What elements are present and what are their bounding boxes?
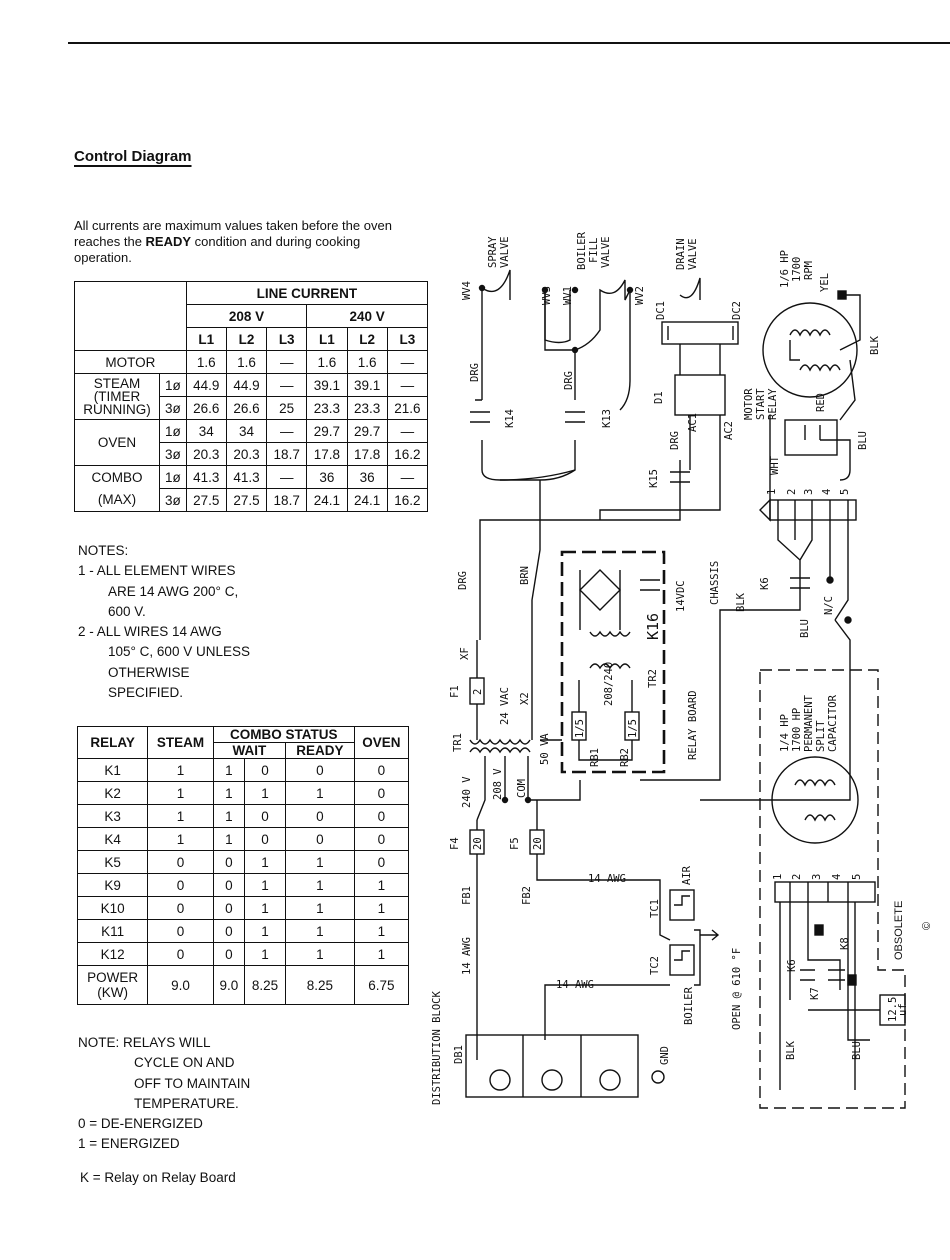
label-awg-2: 14 AWG — [461, 937, 473, 975]
distribution-block — [466, 1035, 664, 1097]
label-208v: 208 V — [492, 768, 504, 800]
label-k6: K6 — [759, 577, 771, 590]
table-cell: 18.7 — [267, 489, 307, 512]
label-m2-2: 1700 HP — [791, 707, 803, 752]
relay-name-cell: K11 — [78, 920, 148, 943]
power-label-2: (KW) — [97, 985, 128, 1000]
table-cell: 1 — [286, 874, 355, 897]
table-cell: 0 — [286, 828, 355, 851]
label-fb1: FB1 — [461, 886, 473, 905]
label-air: AIR — [681, 866, 693, 885]
label-spray: SPRAY — [487, 236, 499, 268]
label-orig-1: DRG — [469, 363, 481, 382]
table-cell: 16.2 — [387, 443, 427, 466]
label-t2: 2 — [786, 488, 798, 495]
table-cell: 21.6 — [387, 397, 427, 420]
table-cell: 1 — [244, 874, 285, 897]
table-cell: 34 — [226, 420, 266, 443]
label-orig-3: DRG — [669, 431, 681, 450]
relay-name-cell: K9 — [78, 874, 148, 897]
header-combo-status: COMBO STATUS — [213, 727, 354, 743]
label-t4: 4 — [821, 488, 833, 495]
label-s1: 1 — [772, 873, 784, 880]
table-cell: 1 — [354, 874, 408, 897]
label-orig-4: DRG — [457, 571, 469, 590]
intro-bold: READY — [145, 234, 192, 249]
note-line: 2 - ALL WIRES 14 AWG — [78, 624, 222, 640]
table-cell: 0 — [213, 920, 244, 943]
table-cell: 1 — [213, 805, 244, 828]
label-gnd: GND — [659, 1046, 671, 1065]
label-boiler: BOILER — [576, 232, 588, 270]
label-motor-rpm: RPM — [803, 261, 815, 280]
table-cell: 1.6 — [307, 351, 347, 374]
phase-cell: 3ø — [160, 397, 187, 420]
table-cell: 26.6 — [186, 397, 226, 420]
table-cell: 27.5 — [186, 489, 226, 512]
label-open-610: OPEN @ 610 °F — [731, 947, 743, 1030]
label-msr-2: START — [755, 388, 767, 420]
table-cell: 36 — [307, 466, 347, 489]
steam-label-2: (TIMER — [93, 389, 141, 404]
table-cell: 8.25 — [244, 966, 285, 1005]
table-cell: 1 — [286, 782, 355, 805]
table-cell: 0 — [213, 874, 244, 897]
label-tr2: TR2 — [647, 669, 659, 688]
note-line: 0 = DE-ENERGIZED — [78, 1116, 203, 1132]
label-awg-1: 14 AWG — [588, 873, 626, 885]
table-cell: 1 — [244, 897, 285, 920]
label-s2: 2 — [791, 873, 803, 880]
line-current-header: LINE CURRENT — [186, 282, 427, 305]
phase-header: L1 — [186, 328, 226, 351]
header-relay: RELAY — [78, 727, 148, 759]
table-cell: 0 — [354, 851, 408, 874]
table-cell: 1 — [244, 782, 285, 805]
notes-heading: NOTES: — [78, 543, 129, 558]
table-cell: 24.1 — [347, 489, 387, 512]
label-obsolete: OBSOLETE — [893, 900, 905, 960]
header-steam: STEAM — [148, 727, 214, 759]
label-brn: BRN — [519, 566, 531, 585]
label-rb2: RB2 — [619, 748, 631, 767]
label-k6-b: K6 — [786, 959, 798, 972]
label-wv1: WV1 — [562, 286, 574, 305]
label-wv3: WV3 — [541, 286, 553, 305]
header-ready: READY — [286, 743, 355, 759]
note-line: 105° C, 600 V UNLESS — [108, 644, 250, 660]
table-cell: 25 — [267, 397, 307, 420]
label-cap-uf: uf — [897, 1003, 909, 1016]
label-distribution-block: DISTRIBUTION BLOCK — [431, 991, 443, 1105]
table-cell: 1 — [244, 851, 285, 874]
label-s4: 4 — [831, 873, 843, 880]
label-k8: K8 — [839, 937, 851, 950]
label-relay-board: RELAY BOARD — [687, 690, 699, 760]
table-cell: 1 — [213, 782, 244, 805]
phase-cell: 3ø — [160, 489, 187, 512]
label-k7: K7 — [809, 987, 821, 1000]
note-line: CYCLE ON AND — [134, 1055, 235, 1071]
label-24vac: 24 VAC — [499, 687, 511, 725]
table-cell: 17.8 — [347, 443, 387, 466]
table-cell: 0 — [148, 897, 214, 920]
relay-name-cell: K5 — [78, 851, 148, 874]
label-wv2: WV2 — [634, 286, 646, 305]
label-m2-5: CAPACITOR — [827, 695, 839, 752]
table-cell: — — [267, 374, 307, 397]
label-cap-12-5: 12.5 — [887, 996, 899, 1022]
phase-cell: 1ø — [160, 374, 187, 397]
diagram-labels — [431, 231, 933, 1105]
table-cell: — — [387, 420, 427, 443]
phase-cell: 1ø — [160, 420, 187, 443]
relay-name-cell: K12 — [78, 943, 148, 966]
label-ac2: AC2 — [723, 421, 735, 440]
note-line: 1 - ALL ELEMENT WIRES — [78, 563, 236, 579]
table-cell: 1 — [148, 828, 214, 851]
table-cell: 1 — [213, 828, 244, 851]
label-boiler-tc: BOILER — [683, 987, 695, 1025]
table-cell: 1 — [354, 897, 408, 920]
table-cell: 0 — [213, 897, 244, 920]
label-copyright: © — [921, 921, 933, 930]
relay-name-cell: K4 — [78, 828, 148, 851]
row-label-oven: OVEN — [75, 420, 160, 466]
table-cell: 36 — [347, 466, 387, 489]
label-50va: 50 VA — [539, 733, 551, 765]
table-cell: 29.7 — [307, 420, 347, 443]
label-nc: N/C — [823, 596, 835, 615]
intro-part-a: All currents are maximum values taken before the oven reaches the — [74, 218, 392, 249]
table-cell: 23.3 — [307, 397, 347, 420]
table-cell: 18.7 — [267, 443, 307, 466]
table-cell: 1 — [286, 851, 355, 874]
phase-header: L2 — [347, 328, 387, 351]
label-f4: F4 — [449, 837, 461, 850]
note-line: OTHERWISE — [108, 664, 190, 680]
label-240v: 240 V — [461, 776, 473, 808]
table-cell: 1.6 — [186, 351, 226, 374]
table-cell: 1 — [148, 805, 214, 828]
label-m2-4: SPLIT — [815, 720, 827, 752]
table-cell: 0 — [286, 805, 355, 828]
table-cell: — — [267, 420, 307, 443]
table-cell: 1 — [244, 943, 285, 966]
table-cell: 34 — [186, 420, 226, 443]
table-cell: — — [387, 374, 427, 397]
note-line: OFF TO MAINTAIN — [134, 1075, 251, 1091]
table-cell: 0 — [213, 851, 244, 874]
header-wait: WAIT — [213, 743, 285, 759]
table-cell: 0 — [244, 805, 285, 828]
phase-header: L1 — [307, 328, 347, 351]
label-db1: DB1 — [453, 1045, 465, 1064]
relay-name-cell: K2 — [78, 782, 148, 805]
label-motor-1700: 1700 — [791, 256, 803, 282]
label-chassis: CHASSIS — [709, 560, 721, 605]
table-cell: 0 — [148, 851, 214, 874]
table-cell: 44.9 — [186, 374, 226, 397]
label-m2-3: PERMANENT — [803, 695, 815, 752]
phase-header: L3 — [267, 328, 307, 351]
table-cell: — — [267, 466, 307, 489]
table-cell: 24.1 — [307, 489, 347, 512]
table-cell: 27.5 — [226, 489, 266, 512]
label-tc1: TC1 — [649, 899, 661, 918]
label-orig-2: DRG — [563, 371, 575, 390]
table-cell: 23.3 — [347, 397, 387, 420]
label-r15-b: 1/5 — [627, 719, 639, 738]
relay-name-cell: K1 — [78, 759, 148, 782]
table-cell: 0 — [354, 782, 408, 805]
label-msr-3: RELAY — [767, 388, 779, 420]
table-cell: 20.3 — [226, 443, 266, 466]
label-14vdc: 14VDC — [675, 580, 687, 612]
phase-cell: 3ø — [160, 443, 187, 466]
table-cell: 1 — [286, 897, 355, 920]
note-line: NOTE: RELAYS WILL — [78, 1035, 211, 1050]
label-com: COM — [516, 779, 528, 798]
table-cell: 1 — [354, 943, 408, 966]
label-k16: K16 — [644, 612, 662, 640]
table-cell: 39.1 — [347, 374, 387, 397]
table-cell: 41.3 — [226, 466, 266, 489]
label-d1: D1 — [653, 391, 665, 404]
label-m2-1: 1/4 HP — [779, 714, 791, 752]
table-cell: 0 — [286, 759, 355, 782]
label-wv4: WV4 — [461, 281, 473, 300]
label-f5-value: 20 — [532, 837, 544, 850]
table-cell: 1 — [148, 782, 214, 805]
table-cell: 1 — [286, 920, 355, 943]
label-blu: BLU — [857, 431, 869, 450]
table-cell: 1 — [213, 759, 244, 782]
table-cell: 0 — [148, 943, 214, 966]
label-drain-valve: VALVE — [687, 238, 699, 270]
label-r15-a: 1/5 — [574, 719, 586, 738]
table-cell: 9.0 — [148, 966, 214, 1005]
table-cell: 17.8 — [307, 443, 347, 466]
table-cell: 1 — [286, 943, 355, 966]
label-fill: FILL — [588, 237, 600, 263]
table-cell: 1 — [354, 920, 408, 943]
table-cell: 0 — [148, 920, 214, 943]
table-cell: 20.3 — [186, 443, 226, 466]
relay-name-cell: K3 — [78, 805, 148, 828]
label-208-240: 208/240 — [603, 661, 615, 706]
label-msr-1: MOTOR — [743, 388, 755, 420]
label-rb1: RB1 — [589, 748, 601, 767]
row-label-combo: COMBO — [75, 466, 160, 489]
table-cell: 1 — [244, 920, 285, 943]
label-t5: 5 — [839, 488, 851, 495]
table-cell: — — [387, 466, 427, 489]
label-f1: F1 — [449, 685, 461, 698]
table-cell: 39.1 — [307, 374, 347, 397]
table-cell: 9.0 — [213, 966, 244, 1005]
table-cell: 0 — [244, 759, 285, 782]
steam-label-3: RUNNING) — [83, 402, 151, 417]
label-blk-3: BLK — [785, 1041, 797, 1060]
relay-legend: K = Relay on Relay Board — [80, 1170, 236, 1185]
table-cell: 26.6 — [226, 397, 266, 420]
label-ac1: AC1 — [687, 413, 699, 432]
label-f1-value: 2 — [472, 688, 484, 695]
note-line: SPECIFIED. — [108, 685, 184, 701]
label-blk-2: BLK — [735, 593, 747, 612]
label-k14: K14 — [504, 409, 516, 428]
terminal-strip-top — [640, 500, 856, 800]
label-dc1: DC1 — [655, 301, 667, 320]
table-cell: 0 — [213, 943, 244, 966]
header-240: 240 V — [307, 305, 428, 328]
label-f5: F5 — [509, 837, 521, 850]
table-cell: 41.3 — [186, 466, 226, 489]
label-xf: XF — [459, 647, 471, 660]
table-cell: 1 — [148, 759, 214, 782]
label-blu-3: BLU — [851, 1041, 863, 1060]
table-cell: 1.6 — [226, 351, 266, 374]
label-f4-value: 20 — [472, 837, 484, 850]
label-red: RED — [815, 393, 827, 412]
row-label-combo-max: (MAX) — [75, 489, 160, 512]
phase-cell: 1ø — [160, 466, 187, 489]
relay-name-cell: K10 — [78, 897, 148, 920]
steam-label-1: STEAM — [93, 376, 141, 391]
label-k15: K15 — [648, 469, 660, 488]
table-cell: 16.2 — [387, 489, 427, 512]
table-cell: — — [267, 351, 307, 374]
page-title: Control Diagram — [74, 148, 192, 165]
label-boiler-valve: VALVE — [600, 236, 612, 268]
label-motor-hp: 1/6 HP — [779, 250, 791, 288]
table-cell: 0 — [354, 805, 408, 828]
table-cell: 44.9 — [226, 374, 266, 397]
table-cell: 8.25 — [286, 966, 355, 1005]
table-cell: 6.75 — [354, 966, 408, 1005]
note-line: TEMPERATURE. — [134, 1095, 239, 1111]
label-k13: K13 — [601, 409, 613, 428]
label-s3: 3 — [811, 873, 823, 880]
label-dc2: DC2 — [731, 301, 743, 320]
table-cell: 0 — [244, 828, 285, 851]
phase-header: L3 — [387, 328, 427, 351]
intro-part-b: condition and during cooking operation. — [74, 234, 361, 265]
label-spray-valve: VALVE — [499, 236, 511, 268]
label-blu-2: BLU — [799, 619, 811, 638]
header-oven: OVEN — [354, 727, 408, 759]
label-fb2: FB2 — [521, 886, 533, 905]
label-yel: YEL — [819, 273, 831, 292]
phase-header: L2 — [226, 328, 266, 351]
label-tr1: TR1 — [452, 733, 464, 752]
label-t1: 1 — [766, 488, 778, 495]
label-awg-3: 14 AWG — [556, 979, 594, 991]
header-208: 208 V — [186, 305, 307, 328]
table-cell: 1.6 — [347, 351, 387, 374]
table-cell: 0 — [148, 874, 214, 897]
table-cell: 29.7 — [347, 420, 387, 443]
label-x2: X2 — [519, 692, 531, 705]
label-s5: 5 — [851, 873, 863, 880]
note-line: ARE 14 AWG 200° C, — [108, 583, 239, 599]
table-cell: — — [387, 351, 427, 374]
note-line: 600 V. — [108, 603, 146, 619]
label-blk: BLK — [869, 336, 881, 355]
power-label-1: POWER — [87, 970, 139, 985]
label-wht: WHT — [769, 456, 781, 475]
table-cell: 0 — [354, 759, 408, 782]
label-t3: 3 — [803, 488, 815, 495]
label-tc2: TC2 — [649, 956, 661, 975]
table-cell: 0 — [354, 828, 408, 851]
note-line: 1 = ENERGIZED — [78, 1136, 180, 1152]
label-drain: DRAIN — [675, 238, 687, 270]
row-label-motor: MOTOR — [75, 351, 187, 374]
